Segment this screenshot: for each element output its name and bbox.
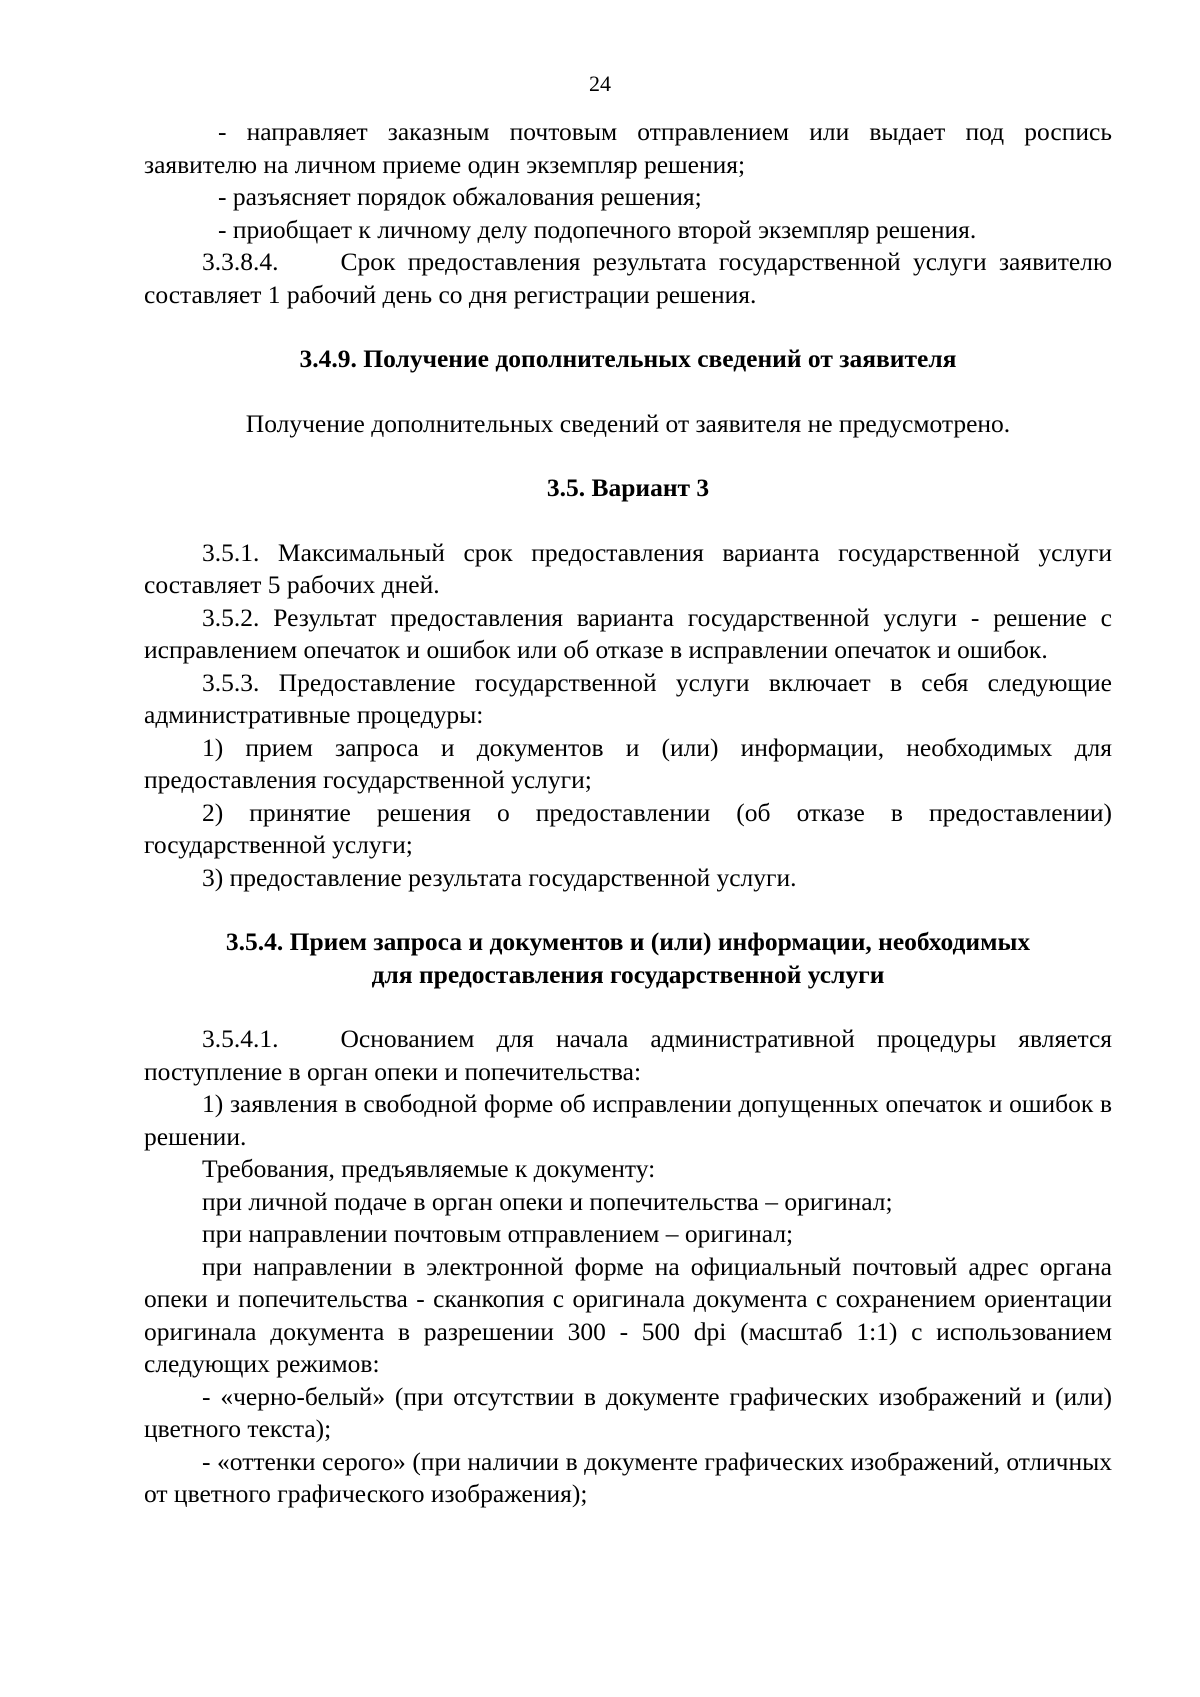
spacer [144,894,1112,926]
section-heading-3-4-9: 3.4.9. Получение дополнительных сведений от заявителя [299,344,957,373]
heading-line-2: для предоставления государственной услуги [371,959,885,989]
section-heading-3-5: 3.5. Вариант 3 [546,473,710,502]
spacer [144,376,1112,408]
paragraph-3-5-2: 3.5.2. Результат предоставления варианта государственной услуги - решение с исправлением опечаток и ошибок или об отказе в исправлении опечаток и ошибок. [144,602,1112,664]
clause-text: Срок предоставления результата государственной услуги заявителю составляет 1 рабочий день со дня регистрации решения. [144,247,1112,309]
spacer [144,440,1112,472]
page-number: 24 [589,71,611,96]
paragraph-3-5-1: 3.5.1. Максимальный срок предоставления варианта государственной услуги составляет 5 рабочих дней. [144,537,1112,599]
clause-text: Основанием для начала административной процедуры является поступление в орган опеки и попечительства: [144,1024,1112,1086]
list-item-application: 1) заявления в свободной форме об исправлении допущенных опечаток и ошибок в решении. [144,1089,1112,1151]
section-heading-3-5-4 [144,926,1112,991]
clause-number: 3.5.4.1. [202,1024,279,1053]
paragraph-requirements: Требования, предъявляемые к документу: [202,1154,656,1183]
paragraph-3-5-3: 3.5.3. Предоставление государственной услуги включает в себя следующие административные процедуры: [144,667,1112,729]
list-item-procedure-2: 2) принятие решения о предоставлении (об отказе в предоставлении) государственной услуги; [144,797,1112,859]
paragraph-send-decision: - направляет заказным почтовым отправлением или выдает под роспись заявителю на личном приеме один экземпляр решения; [144,117,1112,179]
document-body [144,116,1112,1511]
spacer [144,991,1112,1023]
list-item-grayscale-mode: - «оттенки серого» (при наличии в документе графических изображений, отличных от цветного графического изображения); [144,1446,1112,1508]
paragraph-personal-submission: при личной подаче в орган опеки и попечительства – оригинал; [202,1186,893,1216]
heading-line-1: 3.5.4. Прием запроса и документов и (или) информации, необходимых [225,927,1031,956]
spacer [144,505,1112,537]
paragraph-attach-copy: - приобщает к личному делу подопечного второй экземпляр решения. [218,214,977,244]
list-item-procedure-3: 3) предоставление результата государственной услуги. [202,862,797,892]
paragraph-no-additional-info: Получение дополнительных сведений от заявителя не предусмотрено. [245,408,1011,438]
list-item-procedure-1: 1) прием запроса и документов и (или) информации, необходимых для предоставления государственной услуги; [144,732,1112,794]
clause-number: 3.3.8.4. [202,247,279,276]
paragraph-postal-submission: при направлении почтовым отправлением – оригинал; [202,1219,794,1248]
spacer [144,311,1112,343]
paragraph-explain-appeal: - разъясняет порядок обжалования решения; [218,182,702,211]
paragraph-electronic-submission: при направлении в электронной форме на официальный почтовый адрес органа опеки и попечительства - сканкопия с оригинала документа с сохранением ориентации оригинала документа в разрешении 300 - 500 dpi (масштаб 1:1) с использованием следующих режимов: [144,1251,1112,1378]
list-item-black-white-mode: - «черно-белый» (при отсутствии в документе графических изображений и (или) цветного текста); [144,1381,1112,1443]
paragraph-3-5-4-1 [144,1023,1112,1088]
paragraph-3-3-8-4 [144,246,1112,311]
